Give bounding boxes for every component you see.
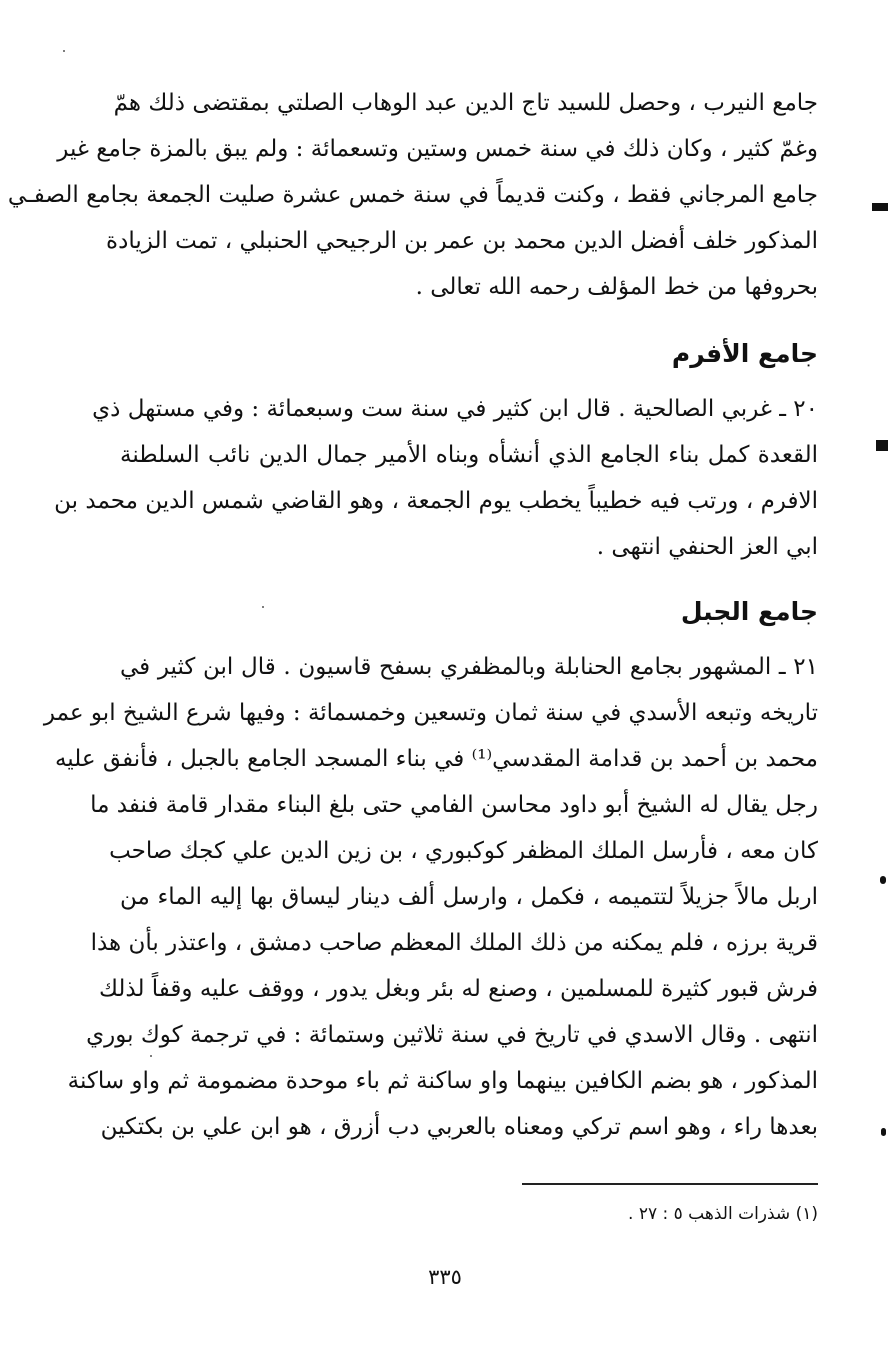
paragraph-1-line: بحروفها من خط المؤلف رحمه الله تعالى . [415,274,818,300]
page-number: ٣٣٥ [428,1265,462,1289]
footnote: (١) شذرات الذهب ٥ : ٢٧ . [628,1204,818,1224]
paragraph-3-line: كان معه ، فأرسل الملك المظفر كوكبوري ، بن زين الدين علي كجك صاحب [109,838,818,864]
paragraph-1 [7,80,818,310]
scan-edge-mark [881,1128,886,1136]
paragraph-3-line: ٢١ ـ المشهور بجامع الحنابلة وبالمظفري بسفح قاسيون . قال ابن كثير في [120,654,818,680]
scan-edge-mark [876,440,888,451]
paragraph-2-line: الافرم ، ورتب فيه خطيباً يخطب يوم الجمعة ، وهو القاضي شمس الدين محمد بن [54,488,818,514]
paragraph-3-line: فرش قبور كثيرة للمسلمين ، وصنع له بئر وبغل يدور ، ووقف عليه وقفاً لذلك [99,976,818,1002]
paragraph-3 [43,644,818,1150]
paragraph-3-line: المذكور ، هو بضم الكافين بينهما واو ساكنة ثم باء موحدة مضمومة ثم واو ساكنة [67,1068,818,1094]
paragraph-1-line: جامع المرجاني فقط ، وكنت قديماً في سنة خمس عشرة صليت الجمعة بجامع الصفـي [7,182,818,208]
scan-edge-mark [880,876,886,884]
paragraph-1-line: وغمّ كثير ، وكان ذلك في سنة خمس وستين وتسعمائة : ولم يبق بالمزة جامع غير [57,136,818,162]
paragraph-2-line: القعدة كمل بناء الجامع الذي أنشأه وبناه الأمير جمال الدين نائب السلطنة [120,442,818,468]
paragraph-2-line: ٢٠ ـ غربي الصالحية . قال ابن كثير في سنة ست وسبعمائة : وفي مستهل ذي [92,396,818,422]
scan-edge-mark [872,203,888,211]
paragraph-2-line: ابي العز الحنفي انتهى . [596,534,818,560]
paragraph-3-line: بعدها راء ، وهو اسم تركي ومعناه بالعربي دب أزرق ، هو ابن علي بن بكتكين [100,1114,818,1140]
paragraph-3-line: محمد بن أحمد بن قدامة المقدسي⁽¹⁾ في بناء المسجد الجامع بالجبل ، فأنفق عليه [54,746,818,772]
scan-speck [150,1055,152,1057]
paragraph-3-line: قرية برزه ، فلم يمكنه من ذلك الملك المعظم صاحب دمشق ، واعتذر بأن هذا [90,930,818,956]
scan-speck [63,50,65,52]
section-heading-jami-al-jabal: جامع الجبل [680,597,818,626]
paragraph-2 [54,386,818,570]
footnote-separator [522,1183,818,1185]
section-heading-jami-al-afram: جامع الأفرم [671,339,818,368]
paragraph-3-line: انتهى . وقال الاسدي في تاريخ في سنة ثلاثين وستمائة : في ترجمة كوك بوري [86,1022,818,1048]
scan-speck [262,606,264,608]
paragraph-3-line: تاريخه وتبعه الأسدي في سنة ثمان وتسعين وخمسمائة : وفيها شرع الشيخ ابو عمر [43,700,818,726]
paragraph-3-line: رجل يقال له الشيخ أبو داود محاسن الفامي حتى بلغ البناء مقدار قامة فنفد ما [90,792,818,818]
paragraph-1-line: المذكور خلف أفضل الدين محمد بن عمر بن الرجيحي الحنبلي ، تمت الزيادة [106,228,818,254]
paragraph-3-line: اربل مالاً جزيلاً لتتميمه ، فكمل ، وارسل ألف دينار ليساق بها إليه الماء من [120,884,818,910]
paragraph-1-line: جامع النيرب ، وحصل للسيد تاج الدين عبد الوهاب الصلتي بمقتضى ذلك همّ [113,90,818,116]
